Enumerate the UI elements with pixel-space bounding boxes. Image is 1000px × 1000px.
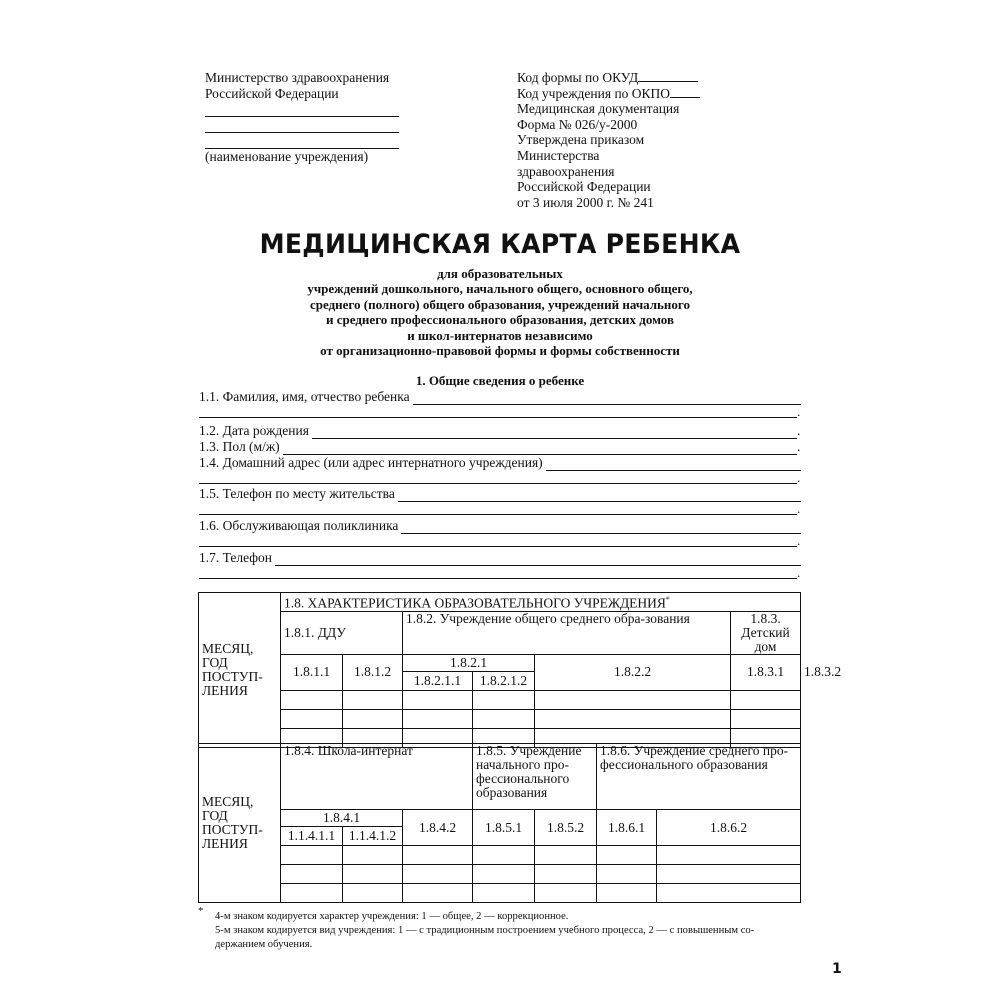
ministry-right-3: Российской Федерации (517, 179, 651, 195)
line-end-dot: . (797, 501, 801, 516)
data-cell[interactable] (535, 846, 597, 865)
subtitle-line: и школ-интернатов независимо (407, 327, 593, 343)
footnote-mark: * (665, 595, 670, 604)
data-cell[interactable] (281, 709, 343, 728)
line-end-dot: . (797, 404, 801, 419)
field-label: 1.6. Обслуживающая поликлиника (199, 518, 399, 533)
full-name-input-line-2[interactable] (199, 416, 797, 418)
ministry-right-1: Министерства (517, 147, 600, 163)
subtitle-line: для образовательных (437, 266, 563, 281)
birth-date-input[interactable] (312, 426, 797, 439)
col-1831: 1.8.3.1 (731, 654, 801, 690)
institution-name-line-1[interactable] (205, 101, 399, 117)
polyclinic-input[interactable] (401, 521, 801, 534)
col-1822: 1.8.2.2 (535, 654, 731, 690)
data-cell[interactable] (281, 865, 343, 884)
data-cell[interactable] (281, 846, 343, 865)
form-number-label: Форма № 026/у-2000 (517, 116, 638, 132)
footnote-line: 4-м знаком кодируется характер учреждения: 1 — общее, 2 — коррекционное. (215, 911, 569, 922)
primary-prof-header: 1.8.5. Учреждение начального про-фессионального образования (473, 744, 597, 810)
line-end-dot: . (797, 565, 801, 580)
approved-label: Утверждена приказом (517, 132, 645, 148)
orphanage-header: 1.8.3. Детский дом (731, 611, 801, 654)
okpo-code-label: Код учреждения по ОКПО (517, 85, 671, 101)
data-cell[interactable] (535, 709, 731, 728)
data-cell[interactable] (657, 884, 801, 903)
institution-table-1: МЕСЯЦ, ГОД ПОСТУП- ЛЕНИЯ 1.8. ХАРАКТЕРИСТИКА ОБРАЗОВАТЕЛЬНОГО УЧРЕЖДЕНИЯ* 1.8.1. ДДУ 1.8.2. Учреждение общего среднего обра-зования 1.8.3. Детский дом 1.8.1.1 1.8.1.2 1.8.2.1 1.8.2.2 1.8.3.1 1.8.3.2 1.8.2.1.1 1.8.2.1.2 (198, 592, 801, 748)
boarding-school-header: 1.8.4. Школа-интернат (281, 744, 473, 810)
field-label: 1.3. Пол (м/ж) (199, 439, 280, 454)
data-cell[interactable] (473, 884, 535, 903)
polyclinic-input-line-2[interactable] (199, 545, 797, 547)
field-label: 1.2. Дата рождения (199, 423, 309, 438)
subtitle-line: среднего (полного) общего образования, учреждений начального (310, 296, 690, 312)
secondary-prof-header: 1.8.6. Учреждение среднего про-фессионального образования (597, 744, 801, 810)
okud-code-label: Код формы по ОКУД (517, 70, 639, 85)
home-address-input[interactable] (546, 458, 801, 471)
form-info-block (517, 70, 700, 210)
order-date-label: от 3 июля 2000 г. № 241 (517, 194, 654, 210)
data-cell[interactable] (343, 865, 403, 884)
sex-input[interactable] (283, 442, 797, 455)
data-cell[interactable] (403, 690, 473, 709)
col-1821: 1.8.2.1 (403, 654, 535, 671)
row-header-line: ЛЕНИЯ (202, 682, 248, 698)
data-cell[interactable] (281, 884, 343, 903)
row-header-line: МЕСЯЦ, (202, 794, 254, 809)
row-header-line: ПОСТУП- (202, 822, 263, 837)
data-cell[interactable] (597, 884, 657, 903)
col-1842: 1.8.4.2 (403, 810, 473, 846)
ministry-right-2: здравоохранения (517, 163, 615, 179)
subtitle-line: и среднего профессионального образования, детских домов (326, 312, 674, 328)
section-heading: 1. Общие сведения о ребенке (415, 373, 585, 388)
field-polyclinic (199, 518, 801, 534)
row-header-line: ГОД (202, 654, 228, 670)
admission-date-header (199, 744, 281, 903)
footnote-line: держанием обучения. (215, 939, 313, 950)
row-header-line: ГОД (202, 808, 228, 823)
ministry-line-2: Российской Федерации (205, 85, 339, 101)
institution-table-2 (198, 743, 801, 903)
data-cell[interactable] (597, 846, 657, 865)
home-phone-input[interactable] (398, 489, 801, 502)
data-cell[interactable] (343, 846, 403, 865)
data-cell[interactable] (473, 690, 535, 709)
table-row (199, 690, 801, 709)
line-end-dot: . (797, 533, 801, 548)
field-label: 1.7. Телефон (199, 550, 272, 565)
col-1862: 1.8.6.2 (657, 810, 801, 846)
field-label: 1.4. Домашний адрес (или адрес интернатного учреждения) (199, 455, 543, 470)
col-1841: 1.8.4.1 (281, 810, 403, 827)
document-subtitle (0, 266, 1000, 358)
data-cell[interactable] (343, 690, 403, 709)
okud-code-row (517, 70, 700, 86)
data-cell[interactable] (403, 846, 473, 865)
row-header-line: ПОСТУП- (202, 668, 263, 684)
admission-date-header (199, 593, 281, 748)
field-phone (199, 550, 801, 566)
col-1852: 1.8.5.2 (535, 810, 597, 846)
data-cell[interactable] (657, 865, 801, 884)
row-header-line: ЛЕНИЯ (202, 836, 248, 851)
table-row (199, 709, 801, 728)
field-home-phone (199, 486, 801, 502)
heading-text: 1.8. ХАРАКТЕРИСТИКА ОБРАЗОВАТЕЛЬНОГО УЧРЕЖДЕНИЯ (284, 595, 666, 611)
full-name-input[interactable] (413, 392, 801, 405)
doc-type-label: Медицинская документация (517, 101, 680, 117)
page-number: 1 (832, 961, 842, 977)
subtitle-line: учреждений дошкольного, начального общего, основного общего, (307, 281, 693, 297)
document-title: МЕДИЦИНСКАЯ КАРТА РЕБЕНКА (259, 229, 741, 260)
col-18211: 1.8.2.1.1 (403, 671, 473, 690)
data-cell[interactable] (535, 865, 597, 884)
home-phone-input-line-2[interactable] (199, 513, 797, 515)
field-label: 1.5. Телефон по месту жительства (199, 486, 395, 501)
col-1812: 1.8.1.2 (343, 654, 403, 690)
data-cell[interactable] (535, 690, 731, 709)
data-cell[interactable] (473, 846, 535, 865)
col-1861: 1.8.6.1 (597, 810, 657, 846)
subtitle-line: от организационно-правовой формы и формы собственности (320, 343, 680, 359)
home-address-input-line-2[interactable] (199, 482, 797, 484)
data-cell[interactable] (343, 709, 403, 728)
row-header-line: МЕСЯЦ, (202, 640, 254, 656)
footnote (215, 910, 754, 952)
col-18212: 1.8.2.1.2 (473, 671, 535, 690)
col-11411: 1.1.4.1.1 (281, 827, 343, 846)
field-sex: 1.3. Пол (м/ж) . (199, 439, 801, 454)
institution-name-line-2[interactable] (205, 117, 399, 133)
footnote-line: 5-м знаком кодируется вид учреждения: 1 — с традиционным построением учебного процесса, 2 — с повышенным со- (215, 925, 755, 936)
col-11412: 1.1.4.1.2 (343, 827, 403, 846)
col-1851: 1.8.5.1 (473, 810, 535, 846)
data-cell[interactable] (731, 690, 801, 709)
data-cell[interactable] (281, 690, 343, 709)
okud-code-field[interactable] (638, 70, 698, 82)
ministry-line-1: Министерство здравоохранения (205, 70, 390, 85)
institution-caption: (наименование учреждения) (205, 149, 369, 165)
table-row (199, 865, 801, 884)
data-cell[interactable] (473, 709, 535, 728)
data-cell[interactable] (731, 709, 801, 728)
general-school-header: 1.8.2. Учреждение общего среднего обра-зования (403, 611, 731, 654)
field-label: 1.1. Фамилия, имя, отчество ребенка (199, 389, 410, 404)
ministry-block (205, 70, 399, 165)
data-cell[interactable] (597, 865, 657, 884)
institution-characteristic-heading (281, 593, 801, 612)
col-1811: 1.8.1.1 (281, 654, 343, 690)
data-cell[interactable] (473, 865, 535, 884)
data-cell[interactable] (657, 846, 801, 865)
institution-name-line-3[interactable] (205, 133, 399, 149)
data-cell[interactable] (535, 884, 597, 903)
okpo-code-row (517, 86, 700, 102)
data-cell[interactable] (403, 865, 473, 884)
data-cell[interactable] (403, 884, 473, 903)
phone-input[interactable] (275, 553, 801, 566)
table-row (199, 846, 801, 865)
table-row (199, 884, 801, 903)
field-home-address (199, 455, 801, 471)
field-birth-date: 1.2. Дата рождения . (199, 423, 801, 438)
phone-input-line-2[interactable] (199, 577, 797, 579)
data-cell[interactable] (403, 709, 473, 728)
data-cell[interactable] (343, 884, 403, 903)
ddu-header: 1.8.1. ДДУ (281, 611, 403, 654)
field-full-name (199, 389, 801, 405)
line-end-dot: . (797, 470, 801, 485)
footnote-mark: * (198, 906, 204, 917)
okpo-code-field[interactable] (670, 86, 700, 98)
